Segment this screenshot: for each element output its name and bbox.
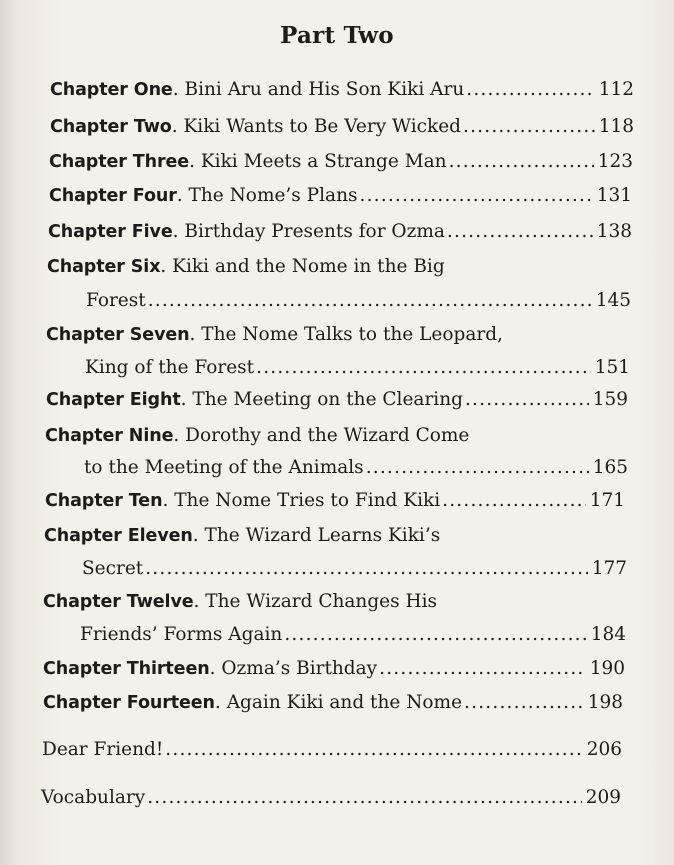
chapter-label: Chapter Ten (45, 491, 163, 511)
page-number: 171 (589, 490, 625, 511)
chapter-title-continued: Forest (86, 290, 146, 311)
dot-leader (148, 287, 592, 315)
chapter-label: Chapter Twelve (43, 592, 194, 612)
chapter-title: The Nome Tries to Find Kiki (174, 490, 441, 511)
chapter-label: Chapter Nine (45, 426, 174, 446)
toc-entry-chapter-three: Chapter Three . Kiki Meets a Strange Man ..... 123 (49, 148, 633, 176)
page-number: 138 (596, 221, 632, 242)
chapter-title: Kiki Meets a Strange Man (200, 151, 447, 172)
chapter-label: Chapter Two (50, 117, 172, 137)
dot-leader (466, 76, 594, 104)
toc-entry-chapter-two: Chapter Two . Kiki Wants to Be Very Wicked ..... 118 (50, 113, 634, 141)
dot-leader (165, 736, 582, 764)
toc-entry-dear-friend (42, 736, 622, 764)
toc-entry-chapter-fourteen: Chapter Fourteen . Again Kiki and the Nome ..... 198 (43, 689, 623, 717)
dot-leader (256, 354, 591, 382)
dot-leader (464, 689, 584, 717)
toc-entry-chapter-twelve-cont (80, 621, 626, 649)
part-heading: Part Two (280, 22, 394, 49)
chapter-title-continued: King of the Forest (85, 357, 255, 378)
toc-entry-chapter-seven-cont (85, 354, 630, 382)
toc-entry-chapter-nine-cont (84, 454, 628, 482)
page-number: 131 (596, 185, 632, 206)
dot-leader (463, 113, 595, 141)
chapter-title-continued: Secret (82, 558, 144, 579)
dot-leader (147, 784, 581, 812)
toc-entry-chapter-eight: Chapter Eight . The Meeting on the Clearing ..... 159 (46, 386, 628, 414)
toc-entry-chapter-seven: Chapter Seven . The Nome Talks to the Leopard, (46, 321, 636, 349)
page-number: 177 (591, 558, 627, 579)
chapter-label: Chapter Eleven (44, 526, 193, 546)
chapter-title-continued: to the Meeting of the Animals (84, 457, 364, 478)
chapter-title: The Wizard Changes His (205, 591, 438, 612)
chapter-title: Bini Aru and His Son Kiki Aru (184, 79, 465, 100)
chapter-label: Chapter One (50, 80, 173, 100)
page-number: 190 (589, 658, 625, 679)
chapter-label: Chapter Thirteen (43, 659, 210, 679)
page-number: 198 (587, 692, 623, 713)
page-number: 165 (592, 457, 628, 478)
section-title: Vocabulary (41, 787, 146, 808)
chapter-title: Ozma’s Birthday (221, 658, 378, 679)
toc-entry-chapter-twelve: Chapter Twelve . The Wizard Changes His (43, 588, 603, 616)
page-number: 206 (586, 739, 622, 760)
chapter-label: Chapter Eight (46, 390, 181, 410)
chapter-title: Birthday Presents for Ozma (184, 221, 445, 242)
page-number: 184 (590, 624, 626, 645)
chapter-label: Chapter Six (47, 257, 161, 277)
section-title: Dear Friend! (42, 739, 164, 760)
toc-entry-chapter-nine: Chapter Nine . Dorothy and the Wizard Come (45, 422, 605, 450)
toc-entry-chapter-six-cont (86, 287, 631, 315)
dot-leader (449, 148, 594, 176)
toc-entry-chapter-eleven: Chapter Eleven . The Wizard Learns Kiki’s (44, 522, 604, 550)
chapter-label: Chapter Fourteen (43, 693, 215, 713)
chapter-label: Chapter Seven (46, 325, 190, 345)
page-number: 159 (592, 389, 628, 410)
toc-entry-vocabulary (41, 784, 621, 812)
chapter-title: The Nome Talks to the Leopard, (201, 324, 503, 345)
dot-leader (145, 555, 587, 583)
chapter-label: Chapter Four (49, 186, 177, 206)
page-number: 209 (585, 787, 621, 808)
chapter-title: Kiki and the Nome in the Big (172, 256, 445, 277)
chapter-title: The Wizard Learns Kiki’s (204, 525, 441, 546)
chapter-title: Kiki Wants to Be Very Wicked (183, 116, 462, 137)
dot-leader (465, 386, 589, 414)
chapter-label: Chapter Three (49, 152, 190, 172)
toc-entry-chapter-thirteen: Chapter Thirteen . Ozma’s Birthday ..... 190 (43, 655, 625, 683)
toc-entry-chapter-six: Chapter Six . Kiki and the Nome in the Big (47, 253, 627, 281)
page-number: 145 (595, 290, 631, 311)
chapter-title-continued: Friends’ Forms Again (80, 624, 283, 645)
chapter-title: Again Kiki and the Nome (226, 692, 463, 713)
dot-leader (442, 487, 586, 515)
toc-entry-chapter-eleven-cont (82, 555, 627, 583)
dot-leader (379, 655, 586, 683)
toc-entry-chapter-ten: Chapter Ten . The Nome Tries to Find Kiki ..... 171 (45, 487, 625, 515)
toc-entry-chapter-one: Chapter One . Bini Aru and His Son Kiki Aru ..... 112 (50, 76, 634, 104)
dot-leader (360, 182, 593, 210)
chapter-title: The Nome’s Plans (188, 185, 358, 206)
toc-entry-chapter-five: Chapter Five . Birthday Presents for Ozma ..... 138 (48, 218, 632, 246)
dot-leader (447, 218, 593, 246)
page-number: 118 (598, 116, 634, 137)
page-number: 123 (597, 151, 633, 172)
chapter-title: Dorothy and the Wizard Come (185, 425, 470, 446)
toc-entry-chapter-four: Chapter Four . The Nome’s Plans ..... 131 (49, 182, 632, 210)
chapter-label: Chapter Five (48, 222, 173, 242)
dot-leader (284, 621, 586, 649)
page-number: 112 (598, 79, 634, 100)
page-number: 151 (594, 357, 630, 378)
dot-leader (366, 454, 589, 482)
chapter-title: The Meeting on the Clearing (192, 389, 463, 410)
